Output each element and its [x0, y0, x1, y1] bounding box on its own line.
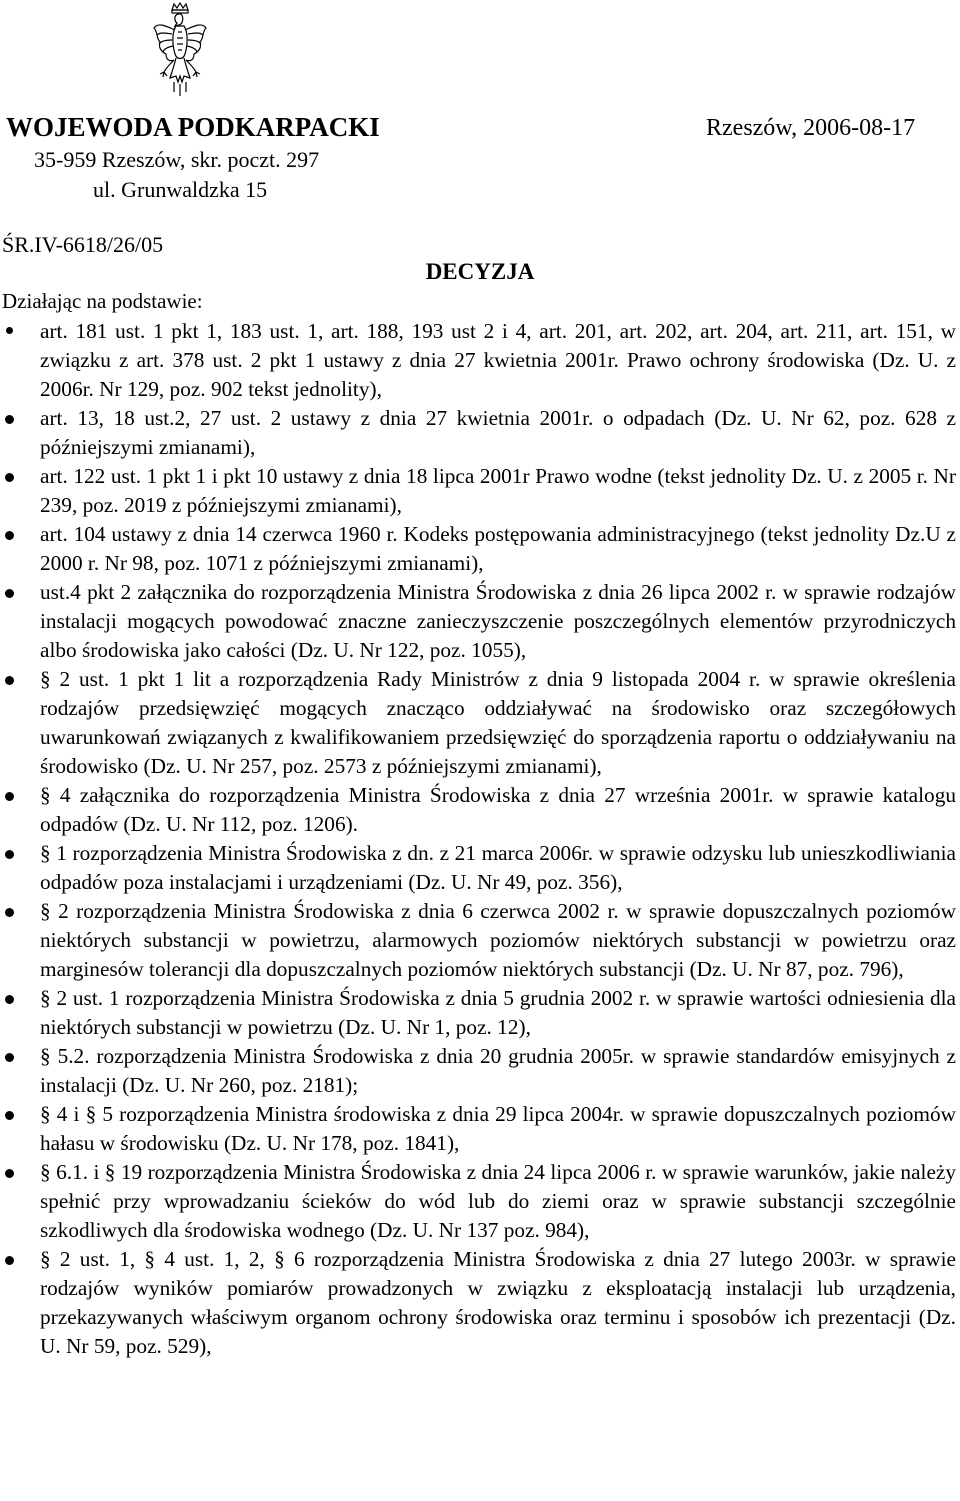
- reference-number: ŚR.IV-6618/26/05: [2, 232, 164, 257]
- list-item: [0, 1158, 960, 1245]
- bullet-icon: [5, 995, 14, 1004]
- bullet-icon: [5, 850, 14, 859]
- list-item-text: § 2 ust. 1 pkt 1 lit a rozporządzenia Rady Ministrów z dnia 9 listopada 2004 r. w sprawie określenia rodzajów przedsięwzięć mogących znacząco oddziaływać na środowisko oraz szczegółowych uwarunkowań związanych z kwalifikowaniem przedsięwzięć do sporządzenia raportu o oddziaływaniu na środowisko (Dz. U. Nr 257, poz. 2573 z późniejszymi zmianami),: [40, 667, 956, 778]
- list-item-text: art. 122 ust. 1 pkt 1 i pkt 10 ustawy z dnia 18 lipca 2001r Prawo wodne (tekst jednolity Dz. U. z 2005 r. Nr 239, poz. 2019 z późniejszymi zmianami),: [40, 464, 956, 517]
- list-item: [0, 317, 960, 404]
- letterhead: [0, 112, 960, 148]
- list-item-text: § 4 i § 5 rozporządzenia Ministra środowiska z dnia 29 lipca 2004r. w sprawie dopuszczalnych poziomów hałasu w środowisku (Dz. U. Nr 178, poz. 1841),: [40, 1102, 956, 1155]
- bullet-icon: [5, 589, 14, 598]
- list-item-text: § 5.2. rozporządzenia Ministra Środowiska z dnia 20 grudnia 2005r. w sprawie standardów emisyjnych z instalacji (Dz. U. Nr 260, poz. 2181);: [40, 1044, 956, 1097]
- list-item-text: ust.4 pkt 2 załącznika do rozporządzenia Ministra Środowiska z dnia 26 lipca 2002 r. w sprawie rodzajów instalacji mogących powodować znaczne zanieczyszczenie poszczególnych elementów przyrodniczych albo środowiska jako całości (Dz. U. Nr 122, poz. 1055),: [40, 580, 956, 662]
- list-item: [0, 665, 960, 781]
- list-item: [0, 404, 960, 462]
- bullet-icon: [5, 1053, 14, 1062]
- bullet-icon: [5, 1169, 14, 1178]
- list-item: [0, 1042, 960, 1100]
- bullet-icon: [5, 531, 14, 540]
- list-item-text: § 2 ust. 1, § 4 ust. 1, 2, § 6 rozporządzenia Ministra Środowiska z dnia 27 lutego 2003r. w sprawie rodzajów wyników pomiarów prowadzonych w związku z eksploatacją instalacji lub urządzenia, przekazywanych właściwym organom ochrony środowiska oraz terminu i sposobów ich prezentacji (Dz. U. Nr 59, poz. 529),: [40, 1247, 956, 1358]
- list-item-text: § 2 rozporządzenia Ministra Środowiska z dnia 6 czerwca 2002 r. w sprawie dopuszczalnych poziomów niektórych substancji w powietrzu, alarmowych poziomów niektórych substancji w powietrzu oraz marginesów tolerancji dla dopuszczalnych poziomów niektórych substancji (Dz. U. Nr 87, poz. 796),: [40, 899, 956, 981]
- list-item-text: § 6.1. i § 19 rozporządzenia Ministra Środowiska z dnia 24 lipca 2006 r. w sprawie warunków, jakie należy spełnić przy wprowadzaniu ścieków do wód lub do ziemi oraz w sprawie substancji szczególnie szkodliwych dla środowiska wodnego (Dz. U. Nr 137 poz. 984),: [40, 1160, 956, 1242]
- bullet-icon: [6, 327, 13, 334]
- bullet-icon: [5, 676, 14, 685]
- list-item-text: art. 104 ustawy z dnia 14 czerwca 1960 r. Kodeks postępowania administracyjnego (tekst jednolity Dz.U z 2000 r. Nr 98, poz. 1071 z późniejszymi zmianami),: [40, 522, 956, 575]
- list-item: [0, 1100, 960, 1158]
- list-item: [0, 839, 960, 897]
- bullet-icon: [5, 473, 14, 482]
- issuing-authority: WOJEWODA PODKARPACKI: [6, 112, 380, 142]
- list-item: [0, 578, 960, 665]
- polish-eagle-emblem: [152, 2, 208, 98]
- list-item: [0, 1245, 960, 1361]
- document-title: DECYZJA: [425, 259, 535, 284]
- legal-basis-intro: Działając na podstawie:: [2, 289, 203, 313]
- address-line-1: 35-959 Rzeszów, skr. poczt. 297: [34, 147, 320, 172]
- list-item: [0, 520, 960, 578]
- list-item: [0, 897, 960, 984]
- list-item: [0, 462, 960, 520]
- bullet-icon: [5, 415, 14, 424]
- list-item-text: § 1 rozporządzenia Ministra Środowiska z dn. z 21 marca 2006r. w sprawie odzysku lub unieszkodliwiania odpadów poza instalacjami i urządzeniami (Dz. U. Nr 49, poz. 356),: [40, 841, 956, 894]
- bullet-icon: [5, 908, 14, 917]
- bullet-icon: [5, 1256, 14, 1265]
- list-item: [0, 781, 960, 839]
- list-item-text: § 4 załącznika do rozporządzenia Ministra Środowiska z dnia 27 września 2001r. w sprawie katalogu odpadów (Dz. U. Nr 112, poz. 1206).: [40, 783, 956, 836]
- list-item-text: art. 181 ust. 1 pkt 1, 183 ust. 1, art. 188, 193 ust 2 i 4, art. 201, art. 202, art. 204, art. 211, art. 151, w związku z art. 378 ust. 2 pkt 1 ustawy z dnia 27 kwietnia 2001r. Prawo ochrony środowiska (Dz. U. z 2006r. Nr 129, poz. 902 tekst jednolity),: [40, 319, 956, 401]
- place-and-date: Rzeszów, 2006-08-17: [706, 115, 916, 141]
- list-item-text: § 2 ust. 1 rozporządzenia Ministra Środowiska z dnia 5 grudnia 2002 r. w sprawie wartości odniesienia dla niektórych substancji w powietrzu (Dz. U. Nr 1, poz. 12),: [40, 986, 956, 1039]
- legal-basis-list: [0, 317, 960, 1361]
- list-item-text: art. 13, 18 ust.2, 27 ust. 2 ustawy z dnia 27 kwietnia 2001r. o odpadach (Dz. U. Nr 62, poz. 628 z późniejszymi zmianami),: [40, 406, 956, 459]
- bullet-icon: [5, 792, 14, 801]
- address-line-2: ul. Grunwaldzka 15: [93, 177, 268, 202]
- bullet-icon: [5, 1111, 14, 1120]
- list-item: [0, 984, 960, 1042]
